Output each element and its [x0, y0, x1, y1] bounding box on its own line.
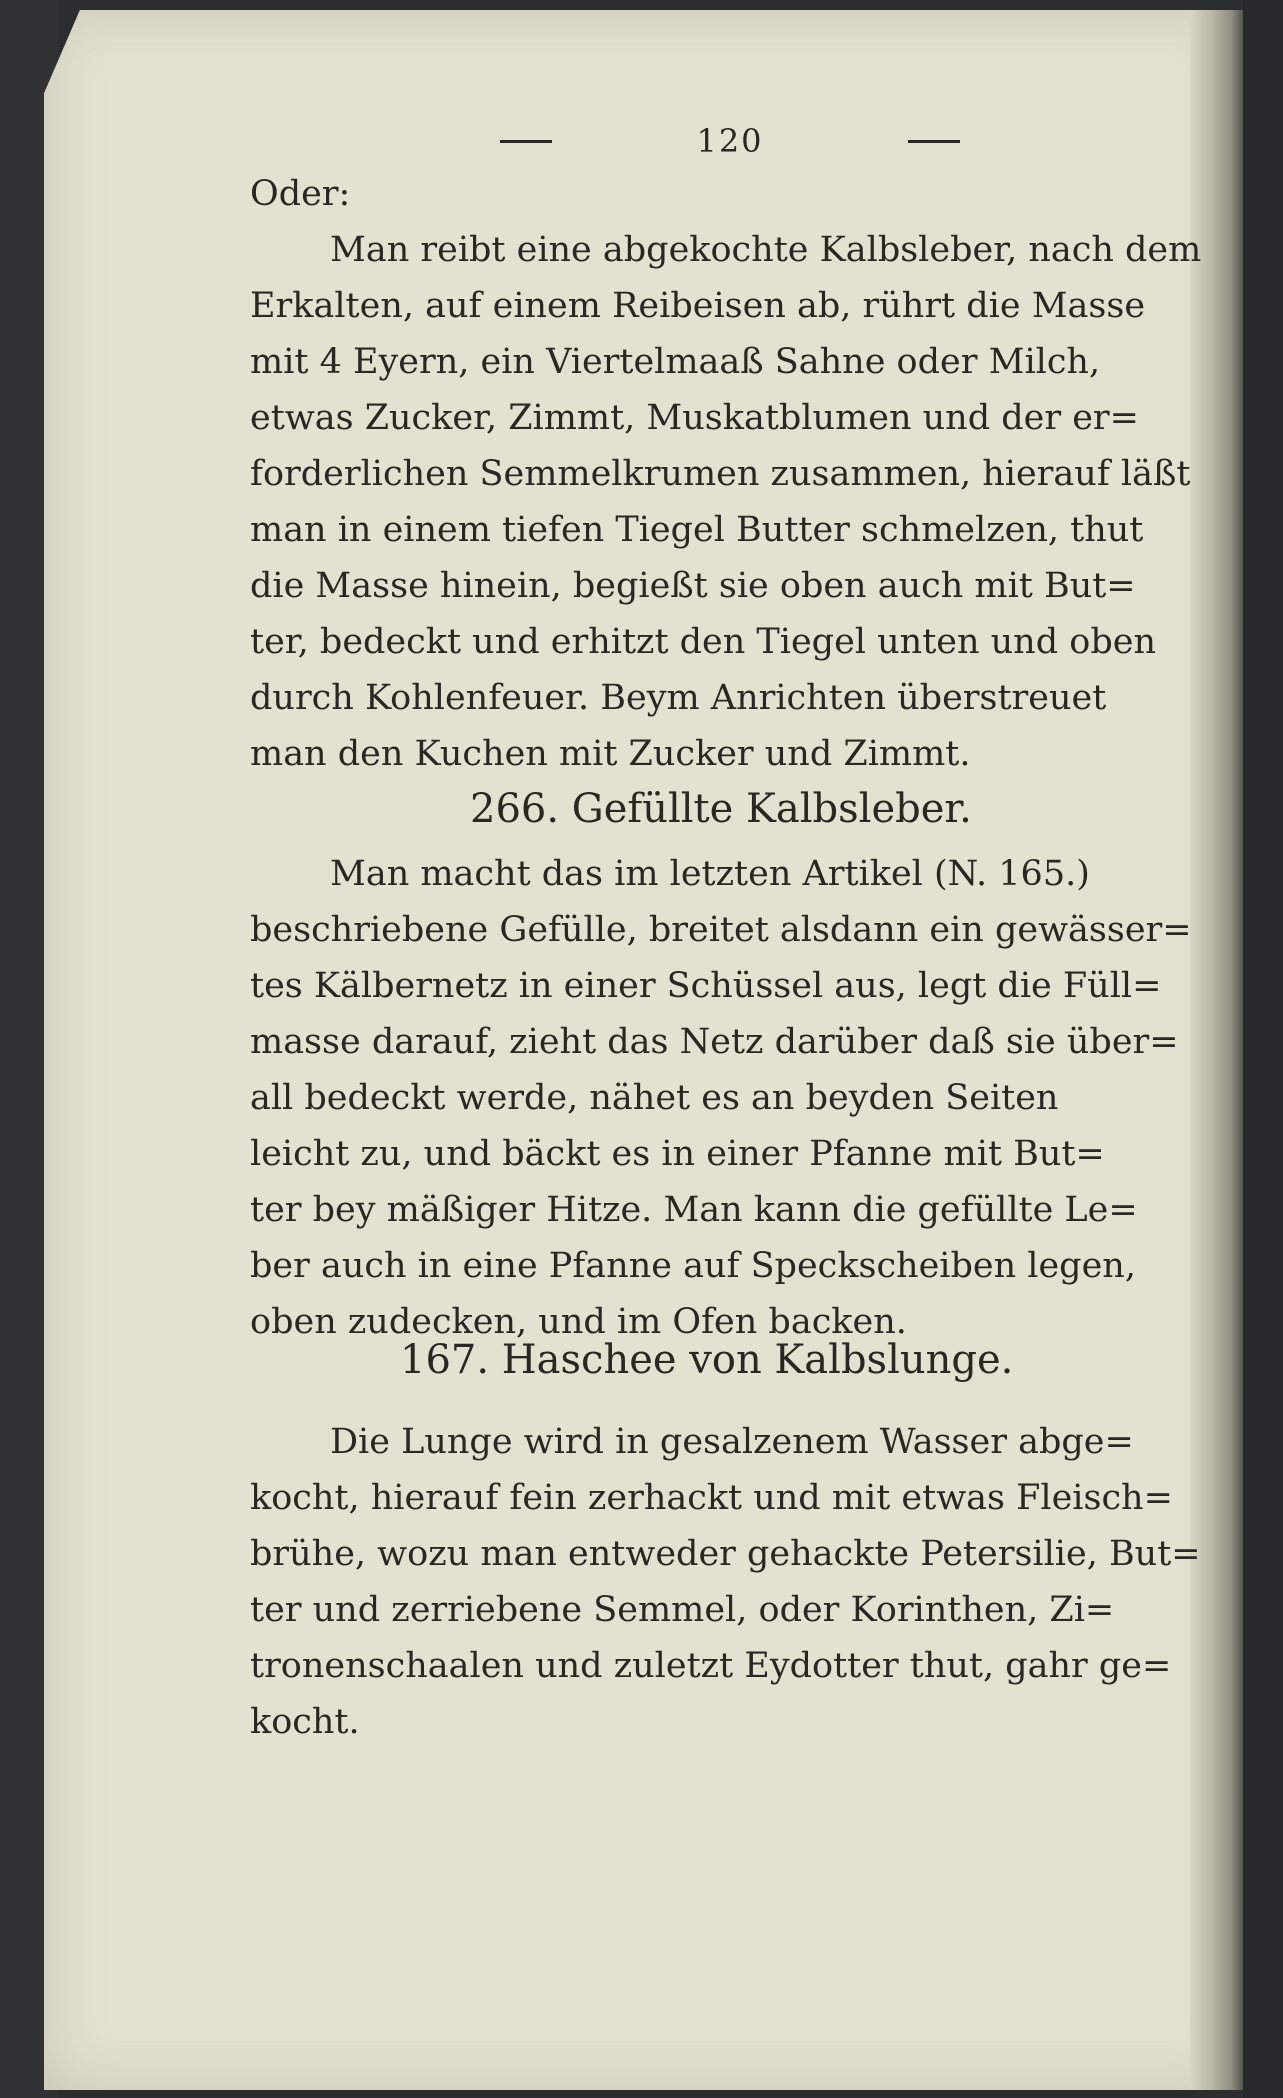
page-gutter: [1190, 10, 1245, 2090]
text-line: beschriebene Gefülle, breitet alsdann ein gewässer=: [250, 910, 1192, 950]
text-line: etwas Zucker, Zimmt, Muskatblumen und der er=: [250, 398, 1139, 438]
text-line: forderlichen Semmelkrumen zusammen, hierauf läßt: [250, 454, 1191, 494]
text-line: Man macht das im letzten Artikel (N. 165.): [330, 854, 1090, 894]
text-line: tes Kälbernetz in einer Schüssel aus, legt die Füll=: [250, 966, 1162, 1006]
page-number: 120: [696, 122, 764, 160]
scan-background-right: [1243, 0, 1283, 2098]
text-line: die Masse hinein, begießt sie oben auch mit But=: [250, 566, 1136, 606]
text-line: kocht.: [250, 1702, 360, 1742]
text-line: ter und zerriebene Semmel, oder Korinthen, Zi=: [250, 1590, 1115, 1630]
text-line: durch Kohlenfeuer. Beym Anrichten überstreuet: [250, 678, 1107, 718]
page-header: [500, 122, 960, 160]
text-line: ter bey mäßiger Hitze. Man kann die gefüllte Le=: [250, 1190, 1138, 1230]
page-content: [200, 0, 1202, 2098]
text-line: oben zudecken, und im Ofen backen.: [250, 1302, 907, 1342]
text-line: Die Lunge wird in gesalzenem Wasser abge=: [330, 1422, 1134, 1462]
text-line: Erkalten, auf einem Reibeisen ab, rührt die Masse: [250, 286, 1146, 326]
text-line: ber auch in eine Pfanne auf Speckscheiben legen,: [250, 1246, 1136, 1286]
text-line: Man reibt eine abgekochte Kalbsleber, nach dem: [330, 230, 1202, 270]
recipe-heading: 266. Gefüllte Kalbsleber.: [470, 786, 972, 832]
text-line: mit 4 Eyern, ein Viertelmaaß Sahne oder Milch,: [250, 342, 1101, 382]
text-line: man in einem tiefen Tiegel Butter schmelzen, thut: [250, 510, 1144, 550]
header-dash-right: [908, 140, 960, 143]
recipe-heading: 167. Haschee von Kalbslunge.: [400, 1337, 1014, 1383]
header-dash-left: [500, 140, 552, 143]
text-line: masse darauf, zieht das Netz darüber daß sie über=: [250, 1022, 1179, 1062]
text-line: leicht zu, und bäckt es in einer Pfanne mit But=: [250, 1134, 1105, 1174]
text-line: all bedeckt werde, nähet es an beyden Seiten: [250, 1078, 1059, 1118]
text-line: ter, bedeckt und erhitzt den Tiegel unten und oben: [250, 622, 1156, 662]
text-line: tronenschaalen und zuletzt Eydotter thut, gahr ge=: [250, 1646, 1172, 1686]
text-line: man den Kuchen mit Zucker und Zimmt.: [250, 734, 971, 774]
text-line: brühe, wozu man entweder gehackte Petersilie, But=: [250, 1534, 1201, 1574]
section-label: Oder:: [250, 174, 351, 214]
text-line: kocht, hierauf fein zerhackt und mit etwas Fleisch=: [250, 1478, 1173, 1518]
